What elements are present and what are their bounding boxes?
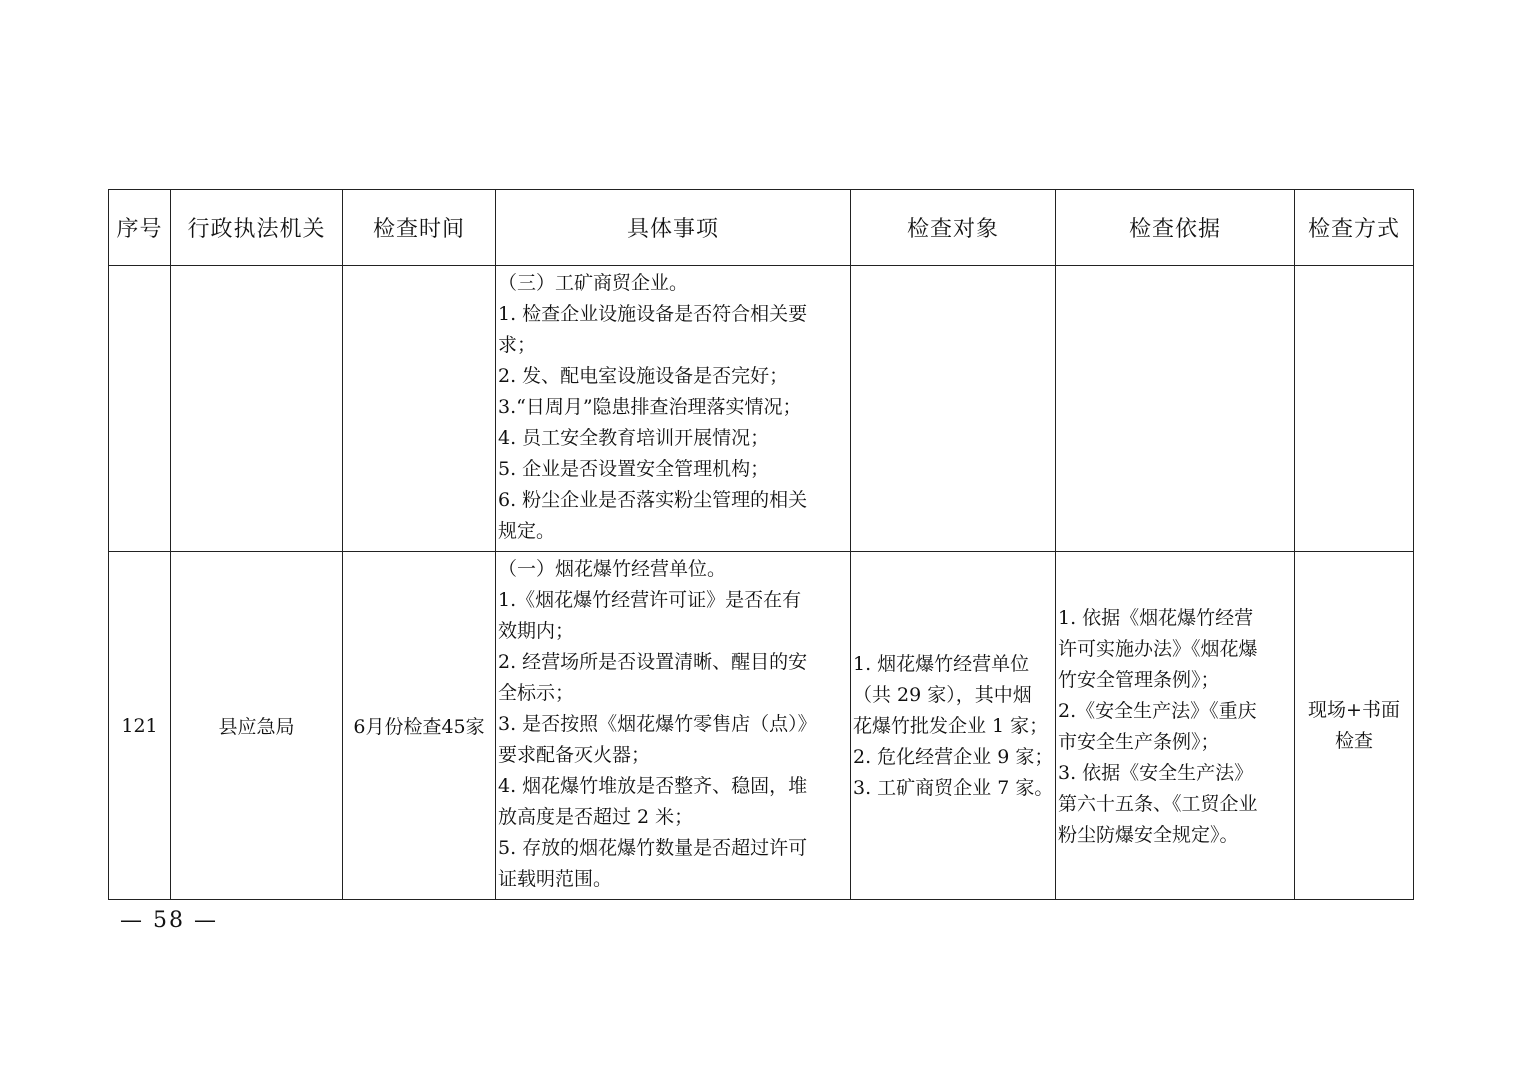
item-line: 3. 是否按照《烟花爆竹零售店（点）》: [498, 713, 817, 735]
basis-line: 许可实施办法》《烟花爆: [1058, 637, 1258, 660]
cell-targets: [851, 552, 1056, 900]
cell-time: 6月份检查45家: [343, 552, 496, 900]
cell-seq: [109, 266, 171, 552]
item-line: 放高度是否超过 2 米；: [498, 806, 694, 828]
item-line: 1. 检查企业设施设备是否符合相关要: [498, 303, 808, 325]
target-line: 2. 危化经营企业 9 家；: [853, 746, 1054, 768]
basis-line: 3. 依据《安全生产法》: [1058, 761, 1254, 784]
table-row: [109, 552, 1414, 900]
cell-items: [496, 552, 851, 900]
cell-time: [343, 266, 496, 552]
inspection-table: [108, 189, 1414, 900]
item-line: 6. 粉尘企业是否落实粉尘管理的相关: [498, 489, 808, 511]
basis-line: 竹安全管理条例》；: [1058, 668, 1220, 691]
item-line: 3.“日周月”隐患排查治理落实情况；: [498, 396, 802, 418]
page-number: — 58 —: [120, 908, 218, 933]
header-items: 具体事项: [496, 190, 851, 266]
item-line: 规定。: [498, 520, 556, 542]
basis-line: 粉尘防爆安全规定》。: [1058, 823, 1239, 846]
cell-agency: 县应急局: [171, 552, 343, 900]
item-line: 2. 经营场所是否设置清晰、醒目的安: [498, 651, 808, 673]
cell-items: [496, 266, 851, 552]
header-seq: 序号: [109, 190, 171, 266]
header-row: [109, 190, 1414, 266]
header-targets: 检查对象: [851, 190, 1056, 266]
header-basis: 检查依据: [1056, 190, 1295, 266]
cell-targets: [851, 266, 1056, 552]
method-line: 现场+书面: [1308, 698, 1400, 721]
item-line: 2. 发、配电室设施设备是否完好；: [498, 365, 789, 387]
item-line: 1.《烟花爆竹经营许可证》是否在有: [498, 589, 802, 611]
target-line: 1. 烟花爆竹经营单位: [853, 653, 1030, 675]
item-line: 全标示；: [498, 682, 575, 704]
cell-seq: 121: [109, 552, 171, 900]
item-line: 4. 员工安全教育培训开展情况；: [498, 427, 770, 449]
cell-method: [1295, 266, 1414, 552]
item-line: （一）烟花爆竹经营单位。: [498, 558, 727, 580]
target-line: 3. 工矿商贸企业 7 家。: [853, 777, 1054, 799]
item-line: （三）工矿商贸企业。: [498, 272, 689, 294]
cell-method: [1295, 552, 1414, 900]
basis-line: 2.《安全生产法》《重庆: [1058, 699, 1257, 722]
header-time: 检查时间: [343, 190, 496, 266]
method-line: 检查: [1334, 729, 1373, 752]
item-line: 5. 存放的烟花爆竹数量是否超过许可: [498, 837, 808, 859]
basis-line: 第六十五条、《工贸企业: [1058, 792, 1258, 815]
item-line: 证载明范围。: [498, 868, 613, 890]
basis-line: 市安全生产条例》；: [1058, 730, 1220, 753]
cell-agency: [171, 266, 343, 552]
item-line: 求；: [498, 334, 537, 356]
item-line: 效期内；: [498, 620, 575, 642]
target-line: 花爆竹批发企业 1 家；: [853, 715, 1049, 737]
target-line: （共 29 家），其中烟: [853, 684, 1032, 706]
cell-basis: [1056, 266, 1295, 552]
item-line: 5. 企业是否设置安全管理机构；: [498, 458, 770, 480]
basis-line: 1. 依据《烟花爆竹经营: [1058, 606, 1254, 629]
header-method: 检查方式: [1295, 190, 1414, 266]
item-line: 要求配备灭火器；: [498, 744, 651, 766]
table-row: [109, 266, 1414, 552]
item-line: 4. 烟花爆竹堆放是否整齐、稳固，堆: [498, 775, 808, 797]
cell-basis: [1056, 552, 1295, 900]
header-agency: 行政执法机关: [171, 190, 343, 266]
